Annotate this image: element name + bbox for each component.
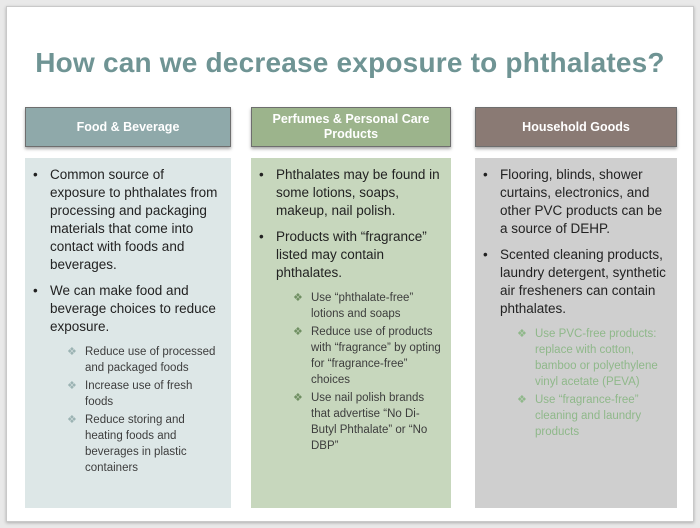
bullet-text: Common source of exposure to phthalates from processing and packaging materials that come into contact with foods and beverages.	[50, 167, 218, 272]
bullet-text: Products with “fragrance” listed may contain phthalates.	[276, 229, 427, 280]
bullet-list	[259, 166, 441, 282]
bullet-item	[33, 282, 221, 336]
sub-bullet-item	[293, 390, 441, 454]
diamond-bullet-icon: ❖	[293, 392, 303, 404]
sub-bullet-text: Reduce use of products with “fragrance” by opting for “fragrance-free” choices	[311, 326, 441, 386]
sub-bullet-list	[259, 290, 441, 454]
column-body	[25, 158, 231, 508]
sub-bullet-item	[517, 326, 667, 390]
bullet-icon: •	[259, 229, 264, 244]
bullet-item	[483, 246, 667, 318]
sub-bullet-text: Reduce storing and heating foods and beverages in plastic containers	[85, 414, 187, 474]
sub-bullet-list	[483, 326, 667, 440]
bullet-icon: •	[483, 167, 488, 182]
diamond-bullet-icon: ❖	[67, 346, 77, 358]
sub-bullet-text: Use nail polish brands that advertise “No Di-Butyl Phthalate” or “No DBP”	[311, 392, 428, 452]
column-header: Perfumes & Personal Care Products	[251, 107, 451, 147]
sub-bullet-item	[67, 378, 221, 410]
bullet-text: Phthalates may be found in some lotions, soaps, makeup, nail polish.	[276, 167, 440, 218]
column-header: Household Goods	[475, 107, 677, 147]
diamond-bullet-icon: ❖	[293, 326, 303, 338]
bullet-icon: •	[33, 283, 38, 298]
slide	[6, 6, 694, 522]
bullet-list	[483, 166, 667, 318]
sub-bullet-item	[293, 290, 441, 322]
bullet-list	[33, 166, 221, 336]
column-body	[251, 158, 451, 508]
diamond-bullet-icon: ❖	[67, 380, 77, 392]
diamond-bullet-icon: ❖	[517, 394, 527, 406]
bullet-item	[259, 228, 441, 282]
sub-bullet-item	[67, 344, 221, 376]
sub-bullet-list	[33, 344, 221, 476]
sub-bullet-item	[67, 412, 221, 476]
bullet-text: Scented cleaning products, laundry detergent, synthetic air fresheners can contain phthalates.	[500, 247, 666, 316]
bullet-item	[33, 166, 221, 274]
sub-bullet-text: Use PVC-free products: replace with cotton, bamboo or polyethylene vinyl acetate (PEVA)	[535, 328, 658, 388]
sub-bullet-text: Reduce use of processed and packaged foods	[85, 346, 216, 374]
sub-bullet-text: Use “phthalate-free” lotions and soaps	[311, 292, 414, 320]
column-header: Food & Beverage	[25, 107, 231, 147]
diamond-bullet-icon: ❖	[293, 292, 303, 304]
bullet-item	[259, 166, 441, 220]
bullet-item	[483, 166, 667, 238]
bullet-icon: •	[33, 167, 38, 182]
diamond-bullet-icon: ❖	[517, 328, 527, 340]
bullet-text: We can make food and beverage choices to reduce exposure.	[50, 283, 216, 334]
bullet-icon: •	[483, 247, 488, 262]
sub-bullet-text: Increase use of fresh foods	[85, 380, 193, 408]
bullet-text: Flooring, blinds, shower curtains, electronics, and other PVC products can be a source of DEHP.	[500, 167, 663, 236]
column-body	[475, 158, 677, 508]
diamond-bullet-icon: ❖	[67, 414, 77, 426]
slide-title: How can we decrease exposure to phthalates?	[35, 47, 665, 78]
bullet-icon: •	[259, 167, 264, 182]
sub-bullet-item	[517, 392, 667, 440]
sub-bullet-item	[293, 324, 441, 388]
sub-bullet-text: Use “fragrance-free” cleaning and laundry products	[535, 394, 642, 438]
